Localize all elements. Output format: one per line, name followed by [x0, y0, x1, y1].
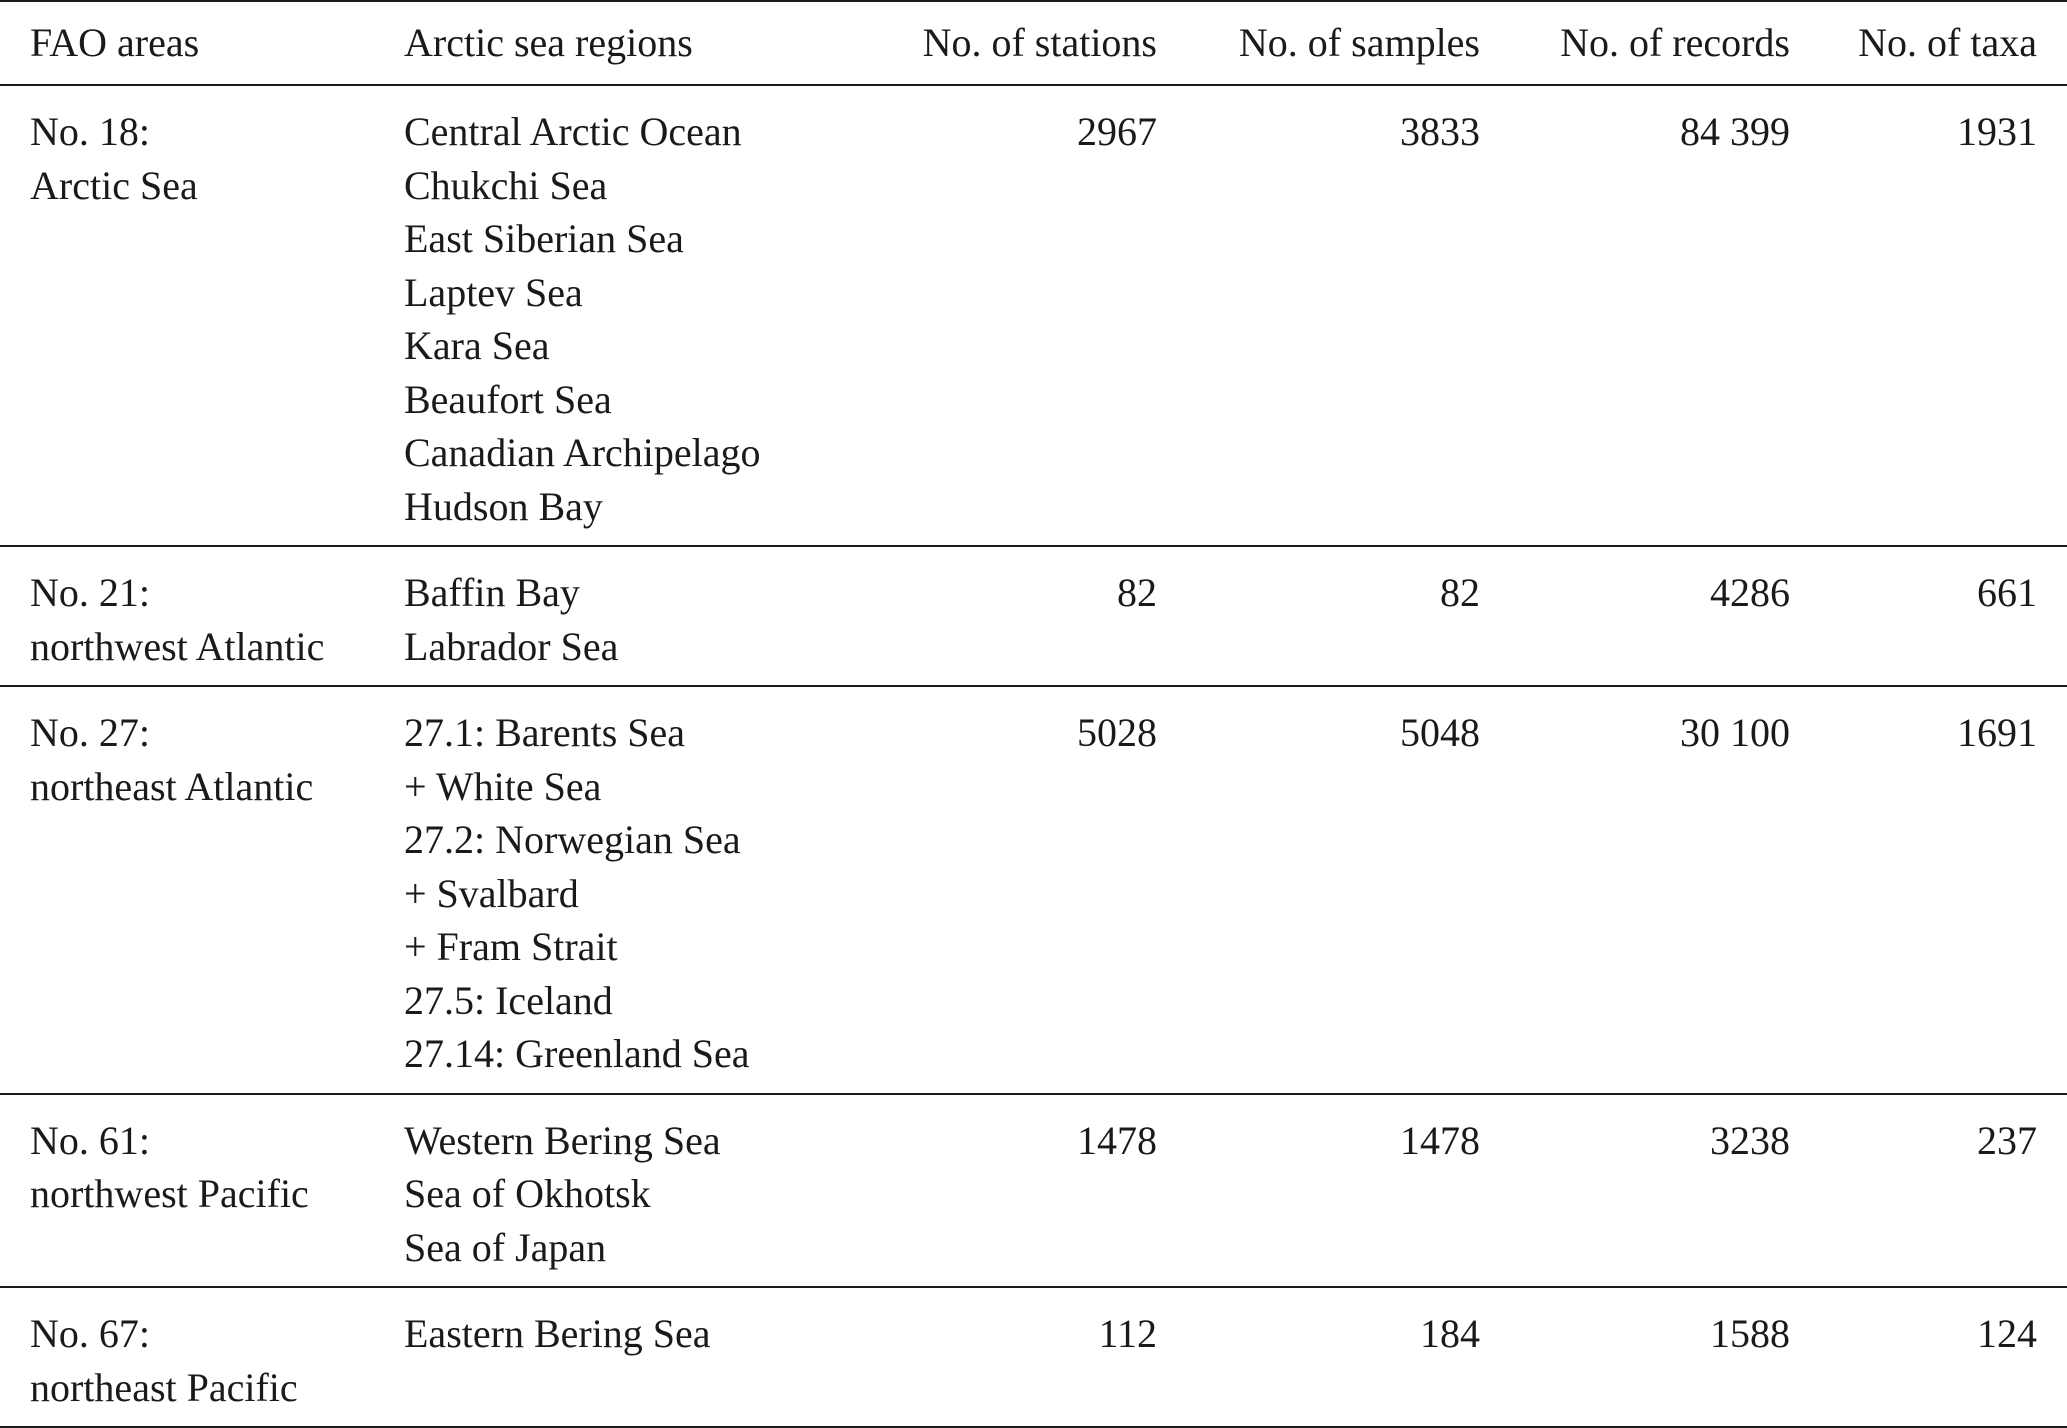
cell-fao-area — [0, 1094, 404, 1288]
cell-records: 30 100 — [1680, 710, 1790, 755]
cell-stations: 1478 — [1077, 1117, 1157, 1163]
cell-taxa: 124 — [1977, 1311, 2037, 1356]
table-row — [0, 85, 2067, 546]
cell-records: 3238 — [1710, 1117, 1790, 1163]
header-arctic-sea-regions: Arctic sea regions — [404, 20, 693, 66]
cell-samples: 3833 — [1400, 109, 1480, 154]
fao-area-line: Arctic Sea — [30, 162, 198, 208]
cell-fao-area — [0, 85, 404, 546]
cell-arctic-sea-regions — [404, 686, 860, 1094]
cell-arctic-sea-regions — [404, 546, 860, 686]
cell-arctic-sea-regions — [404, 1287, 860, 1427]
table-row — [0, 1094, 2067, 1288]
table-row — [0, 686, 2067, 1094]
cell-taxa: 237 — [1977, 1117, 2037, 1163]
cell-samples: 1478 — [1400, 1117, 1480, 1163]
cell-samples: 184 — [1420, 1311, 1480, 1356]
fao-area-line: No. 18: — [30, 109, 150, 154]
header-no-of-samples: No. of samples — [1238, 20, 1480, 66]
fao-area-line: No. 67: — [30, 1311, 150, 1356]
cell-stations: 5028 — [1077, 710, 1157, 755]
cell-fao-area — [0, 686, 404, 1094]
cell-records: 4286 — [1710, 570, 1790, 615]
region-line: 27.5: Iceland — [404, 977, 613, 1023]
region-line: Central Arctic Ocean — [404, 109, 742, 154]
region-line: Labrador Sea — [404, 623, 619, 669]
fao-area-line: northwest Pacific — [30, 1171, 309, 1216]
region-line: Kara Sea — [404, 323, 550, 368]
cell-fao-area — [0, 546, 404, 686]
header-fao-areas: FAO areas — [30, 20, 200, 66]
fao-area-line: northeast Pacific — [30, 1364, 298, 1410]
region-line: 27.1: Barents Sea — [404, 710, 686, 755]
fao-area-line: No. 61: — [30, 1117, 150, 1163]
cell-stations: 2967 — [1077, 109, 1157, 154]
fao-area-line: northeast Atlantic — [30, 763, 314, 809]
region-line: Laptev Sea — [404, 269, 583, 315]
header-no-of-records: No. of records — [1560, 20, 1790, 66]
header-no-of-taxa: No. of taxa — [1858, 20, 2037, 66]
fao-area-line: northwest Atlantic — [30, 623, 325, 669]
region-line: Baffin Bay — [404, 570, 580, 615]
table-row — [0, 1287, 2067, 1427]
region-line: Chukchi Sea — [404, 162, 608, 208]
region-line: Hudson Bay — [404, 483, 603, 529]
region-line: Eastern Bering Sea — [404, 1311, 711, 1356]
cell-arctic-sea-regions — [404, 85, 860, 546]
table-header — [0, 1, 2067, 85]
region-line: + Fram Strait — [404, 924, 618, 969]
region-line: + White Sea — [404, 763, 602, 809]
cell-arctic-sea-regions — [404, 1094, 860, 1288]
table-body — [0, 85, 2067, 1427]
region-line: Sea of Japan — [404, 1224, 607, 1270]
region-line: Beaufort Sea — [404, 376, 612, 422]
cell-taxa: 661 — [1977, 570, 2037, 615]
cell-samples: 82 — [1440, 570, 1480, 615]
cell-records: 1588 — [1710, 1311, 1790, 1356]
cell-taxa: 1931 — [1957, 109, 2037, 154]
cell-records: 84 399 — [1680, 109, 1790, 154]
region-line: 27.2: Norwegian Sea — [404, 817, 741, 862]
region-line: 27.14: Greenland Sea — [404, 1031, 750, 1076]
header-no-of-stations: No. of stations — [922, 20, 1157, 66]
region-line: + Svalbard — [404, 870, 579, 916]
cell-taxa: 1691 — [1957, 710, 2037, 755]
region-line: Western Bering Sea — [404, 1117, 721, 1163]
cell-stations: 112 — [1098, 1311, 1157, 1356]
cell-stations: 82 — [1117, 570, 1157, 615]
cell-fao-area — [0, 1287, 404, 1427]
region-line: Sea of Okhotsk — [404, 1171, 651, 1216]
fao-area-line: No. 21: — [30, 570, 150, 615]
region-line: Canadian Archipelago — [404, 430, 761, 475]
header-row — [0, 1, 2067, 85]
table-row — [0, 546, 2067, 686]
cell-samples: 5048 — [1400, 710, 1480, 755]
region-line: East Siberian Sea — [404, 216, 684, 261]
fao-area-line: No. 27: — [30, 710, 150, 755]
